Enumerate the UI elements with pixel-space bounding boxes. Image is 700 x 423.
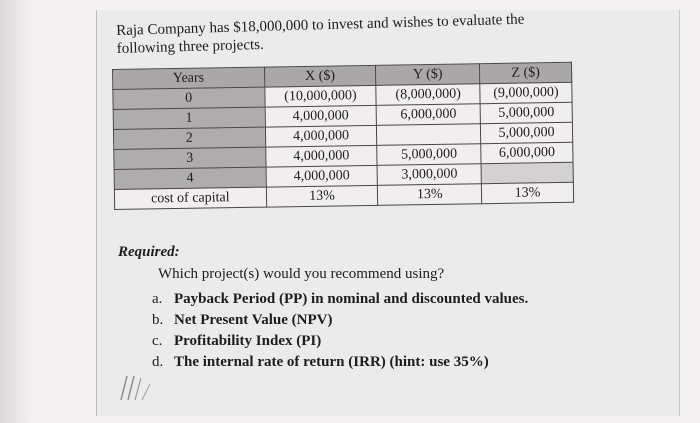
list-item <box>152 289 528 310</box>
value-cell: 5,000,000 <box>377 144 481 166</box>
required-heading: Required: <box>118 244 180 260</box>
value-cell: 13% <box>481 182 573 203</box>
value-cell: (9,000,000) <box>480 82 572 103</box>
requirements-list <box>152 289 528 373</box>
question-text: Which project(s) would you recommend using? <box>158 266 445 282</box>
year-cell: 3 <box>114 147 266 169</box>
scribble-marks <box>117 372 157 402</box>
value-cell: 6,000,000 <box>376 104 480 126</box>
item-letter: d. <box>152 354 164 370</box>
value-cell: 13% <box>266 185 378 207</box>
header-years: Years <box>113 67 265 89</box>
item-text: The internal rate of return (IRR) (hint: use 35%) <box>174 354 489 370</box>
value-cell: 4,000,000 <box>265 145 377 167</box>
year-cell: 1 <box>113 107 265 129</box>
header-z: Z ($) <box>480 62 572 83</box>
list-item <box>152 310 528 331</box>
item-text: Profitability Index (PI) <box>174 333 322 349</box>
list-item <box>152 352 528 373</box>
value-cell: 4,000,000 <box>265 105 377 127</box>
value-cell: (8,000,000) <box>376 84 480 106</box>
header-x: X ($) <box>264 65 376 87</box>
year-cell: 4 <box>114 167 266 189</box>
year-cell: 2 <box>113 127 265 149</box>
item-letter: a. <box>152 291 163 307</box>
cost-of-capital-label: cost of capital <box>114 187 266 209</box>
background-strip <box>0 0 30 423</box>
value-cell: 4,000,000 <box>266 165 378 187</box>
value-cell <box>481 162 573 183</box>
cash-flow-table <box>112 62 574 210</box>
item-text: Payback Period (PP) in nominal and discounted values. <box>174 291 529 307</box>
value-cell: 13% <box>378 184 482 206</box>
value-cell: 6,000,000 <box>481 142 573 163</box>
item-letter: b. <box>152 312 164 328</box>
intro-line-2: following three projects. <box>116 36 264 57</box>
value-cell <box>377 124 481 146</box>
value-cell: 5,000,000 <box>481 122 573 143</box>
intro-line-1: Raja Company has $18,000,000 to invest and wishes to evaluate the <box>116 11 525 39</box>
value-cell: 3,000,000 <box>377 164 481 186</box>
value-cell: 4,000,000 <box>265 125 377 147</box>
value-cell: 5,000,000 <box>480 102 572 123</box>
item-letter: c. <box>152 333 163 349</box>
item-text: Net Present Value (NPV) <box>174 312 333 328</box>
value-cell: (10,000,000) <box>264 85 376 107</box>
year-cell: 0 <box>113 87 265 109</box>
list-item <box>152 331 528 352</box>
header-y: Y ($) <box>376 64 480 86</box>
